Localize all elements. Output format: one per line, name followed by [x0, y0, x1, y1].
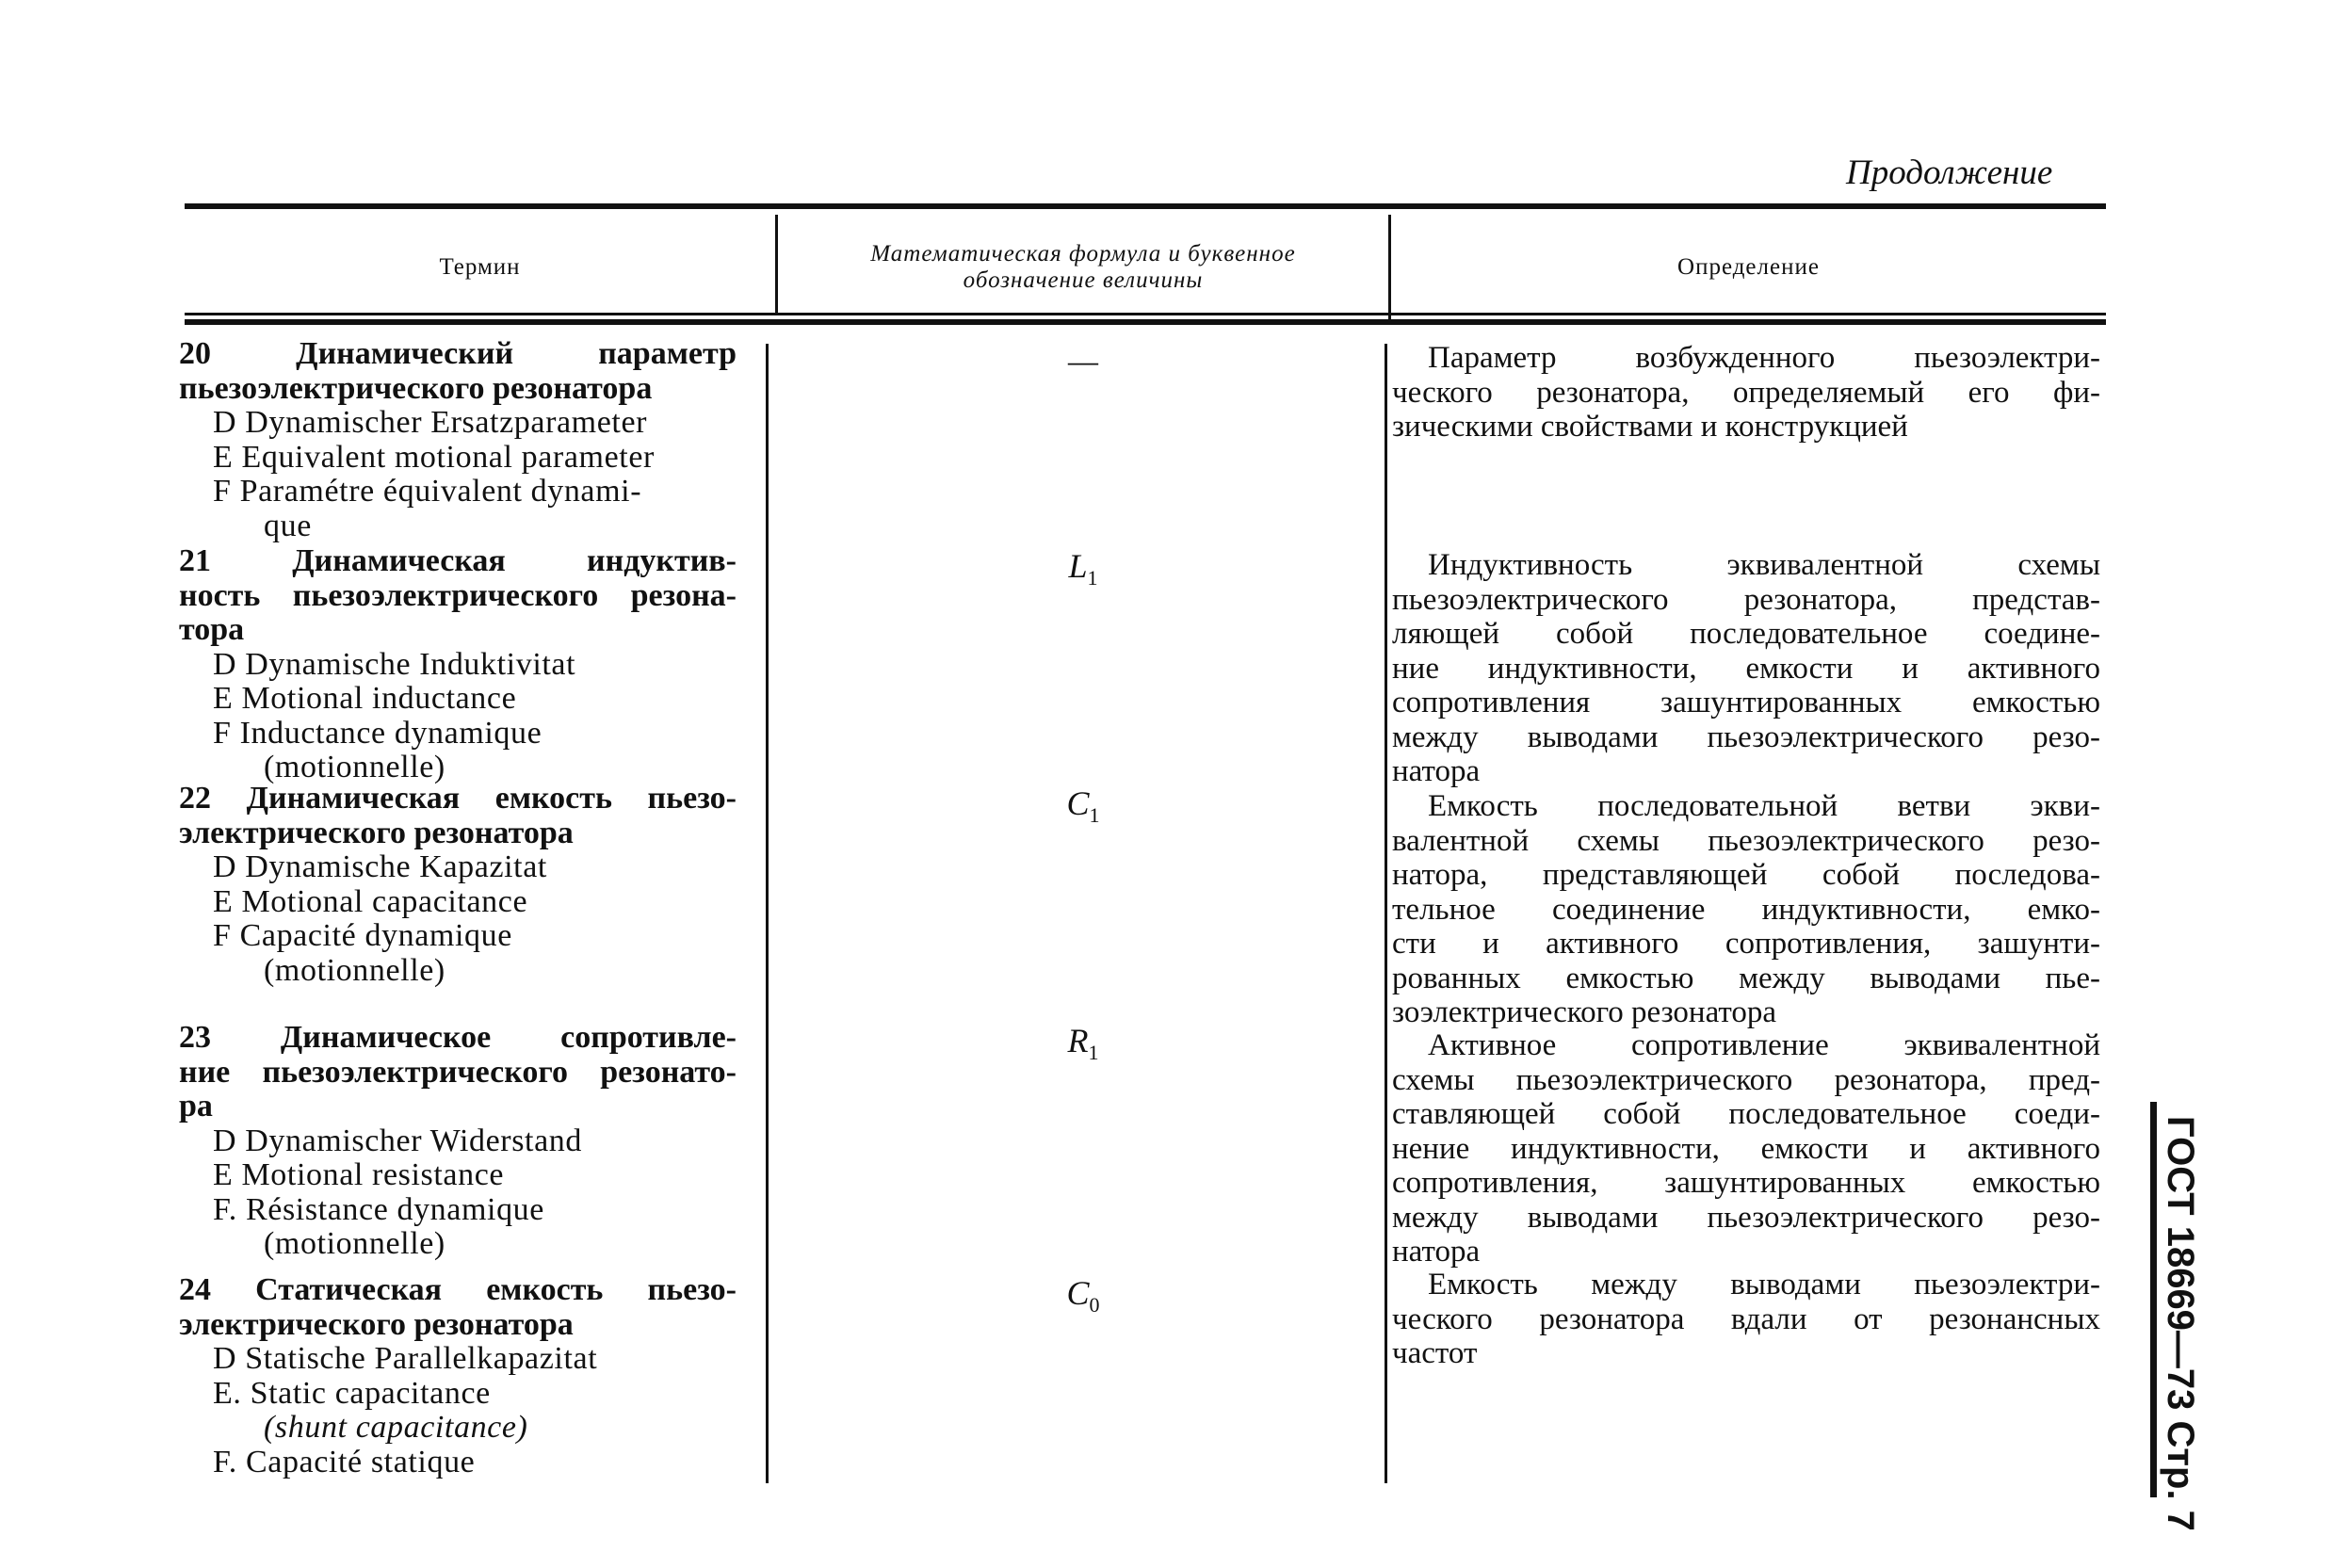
term-cell-23 — [179, 1021, 737, 1262]
term-equivalent-fr: F Inductance dynamique — [213, 715, 543, 751]
term-equivalent-de: D Dynamischer Widerstand — [213, 1123, 582, 1158]
term-title-line: ность пьезоэлектрического резона- — [179, 577, 737, 613]
definition-cell-22 — [1392, 789, 2100, 1030]
definition-line: натора — [1392, 754, 1481, 788]
definition-line: Активное сопротивление эквивалентной — [1428, 1028, 2100, 1062]
side-page-label: ГОСТ 18669—73 Стр. 7 — [2160, 1116, 2201, 1531]
definition-line: Индуктивность эквивалентной схемы — [1428, 548, 2100, 582]
definition-line: натора — [1392, 1235, 1481, 1269]
term-equivalent-en-alt: (shunt capacitance) — [264, 1410, 528, 1445]
term-equivalent-en: E Motional inductance — [213, 681, 517, 716]
term-equivalent-fr: F Capacité dynamique — [213, 918, 512, 953]
definition-line: Емкость между выводами пьезоэлектри- — [1428, 1268, 2100, 1301]
header-bottom-rule — [185, 313, 2106, 315]
term-equivalent-fr-cont: (motionnelle) — [264, 952, 445, 988]
term-title-line: 20 Динамический параметр — [179, 336, 737, 371]
term-cell-21 — [179, 544, 737, 785]
term-equivalent-en: E Motional resistance — [213, 1157, 505, 1192]
definition-line: ческого резонатора, определяемый его фи- — [1392, 375, 2100, 410]
definition-line: тельное соединение индуктивности, емко- — [1392, 892, 2100, 927]
definition-line: натора, представляющей собой последова- — [1392, 858, 2100, 892]
term-cell-22 — [179, 782, 737, 988]
term-equivalent-de: D Dynamischer Ersatzparameter — [213, 405, 648, 440]
term-equivalent-fr: F. Résistance dynamique — [213, 1191, 544, 1227]
term-title-line: ние пьезоэлектрического резонато- — [179, 1054, 737, 1090]
term-title-line: электрического резонатора — [179, 815, 574, 850]
definition-cell-24 — [1392, 1268, 2100, 1371]
definition-line: между выводами пьезоэлектрического резо- — [1392, 719, 2100, 754]
definition-line: сти и активного сопротивления, зашунти- — [1392, 927, 2100, 961]
column-divider-1-body — [766, 344, 769, 1483]
term-title-line: 22 Динамическая емкость пьезо- — [179, 781, 737, 816]
definition-line: Емкость последовательной ветви экви- — [1428, 789, 2100, 823]
header-bottom-rule-thick — [185, 319, 2106, 325]
symbol-23 — [989, 1021, 1177, 1065]
term-equivalent-de: D Dynamische Kapazitat — [213, 849, 547, 884]
term-cell-24 — [179, 1273, 737, 1479]
term-cell-20 — [179, 337, 737, 543]
term-equivalent-de: D Dynamische Induktivitat — [213, 646, 576, 682]
definition-line: пьезоэлектрического резонатора, представ- — [1392, 582, 2100, 617]
symbol-letter: R — [1067, 1022, 1089, 1059]
definition-line: ние индуктивности, емкости и активного — [1392, 651, 2100, 686]
header-definition: Определение — [1677, 254, 1820, 280]
definition-line: сопротивления зашунтированных емкостью — [1392, 686, 2100, 719]
symbol-letter: C — [1066, 784, 1090, 822]
symbol-letter: L — [1068, 547, 1088, 585]
symbol-21 — [989, 546, 1177, 590]
term-equivalent-fr-cont: (motionnelle) — [264, 1226, 445, 1261]
definition-line: сопротивления, зашунтированных емкостью — [1392, 1166, 2100, 1200]
term-equivalent-fr-cont: (motionnelle) — [264, 750, 445, 784]
symbol-subscript: 1 — [1089, 803, 1100, 828]
term-title-line: тора — [179, 612, 245, 647]
definition-line: зоэлектрического резонатора — [1392, 995, 1777, 1029]
definition-line: рованных емкостью между выводами пье- — [1392, 961, 2100, 995]
definition-line: ставляющей собой последовательное соеди- — [1392, 1097, 2100, 1131]
symbol-subscript: 1 — [1087, 566, 1098, 590]
symbol-subscript: 1 — [1088, 1041, 1099, 1065]
definition-line: Параметр возбужденного пьезоэлектри- — [1428, 341, 2100, 375]
definition-line: валентной схемы пьезоэлектрического резо- — [1392, 823, 2100, 858]
header-formula-line1: Математическая формула и буквенное — [870, 241, 1296, 267]
symbol-24 — [989, 1273, 1177, 1317]
header-formula-line2: обозначение величины — [963, 267, 1204, 293]
term-equivalent-en: E Motional capacitance — [213, 883, 528, 919]
term-title-line: 23 Динамическое сопротивле- — [179, 1020, 737, 1055]
definition-line: ческого резонатора вдали от резонансных — [1392, 1301, 2100, 1336]
term-title-line: 21 Динамическая индуктив- — [179, 543, 737, 578]
definition-line: зическими свойствами и конструкцией — [1392, 410, 1908, 444]
definition-cell-23 — [1392, 1028, 2100, 1269]
continuation-label: Продолжение — [1846, 154, 2053, 192]
definition-line: ляющей собой последовательное соедине- — [1392, 617, 2100, 651]
term-equivalent-en: E. Static capacitance — [213, 1375, 491, 1411]
column-divider-2-body — [1385, 344, 1387, 1483]
symbol-subscript: 0 — [1089, 1293, 1100, 1317]
term-equivalent-fr-cont: que — [264, 508, 312, 543]
symbol-22 — [989, 784, 1177, 828]
definition-line: нение индуктивности, емкости и активного — [1392, 1131, 2100, 1166]
term-equivalent-de: D Statische Parallelkapazitat — [213, 1341, 598, 1376]
header-formula — [778, 222, 1388, 313]
definition-line: схемы пьезоэлектрического резонатора, пред- — [1392, 1062, 2100, 1097]
term-title-line: ра — [179, 1089, 213, 1123]
term-title-line: 24 Статическая емкость пьезо- — [179, 1272, 737, 1307]
symbol-letter: C — [1066, 1274, 1090, 1312]
definition-line: частот — [1392, 1336, 1478, 1370]
term-title-line: пьезоэлектрического резонатора — [179, 370, 653, 406]
definition-cell-20 — [1392, 341, 2100, 445]
term-equivalent-en: E Equivalent motional parameter — [213, 439, 655, 475]
header-term: Термин — [439, 254, 521, 280]
term-title-line: электрического резонатора — [179, 1306, 574, 1342]
table-top-rule — [185, 203, 2106, 209]
term-equivalent-fr: F. Capacité statique — [213, 1444, 476, 1479]
term-equivalent-fr: F Paramétre équivalent dynami- — [213, 474, 642, 509]
definition-line: между выводами пьезоэлектрического резо- — [1392, 1200, 2100, 1235]
definition-cell-21 — [1392, 548, 2100, 789]
symbol-20: — — [1067, 342, 1098, 380]
